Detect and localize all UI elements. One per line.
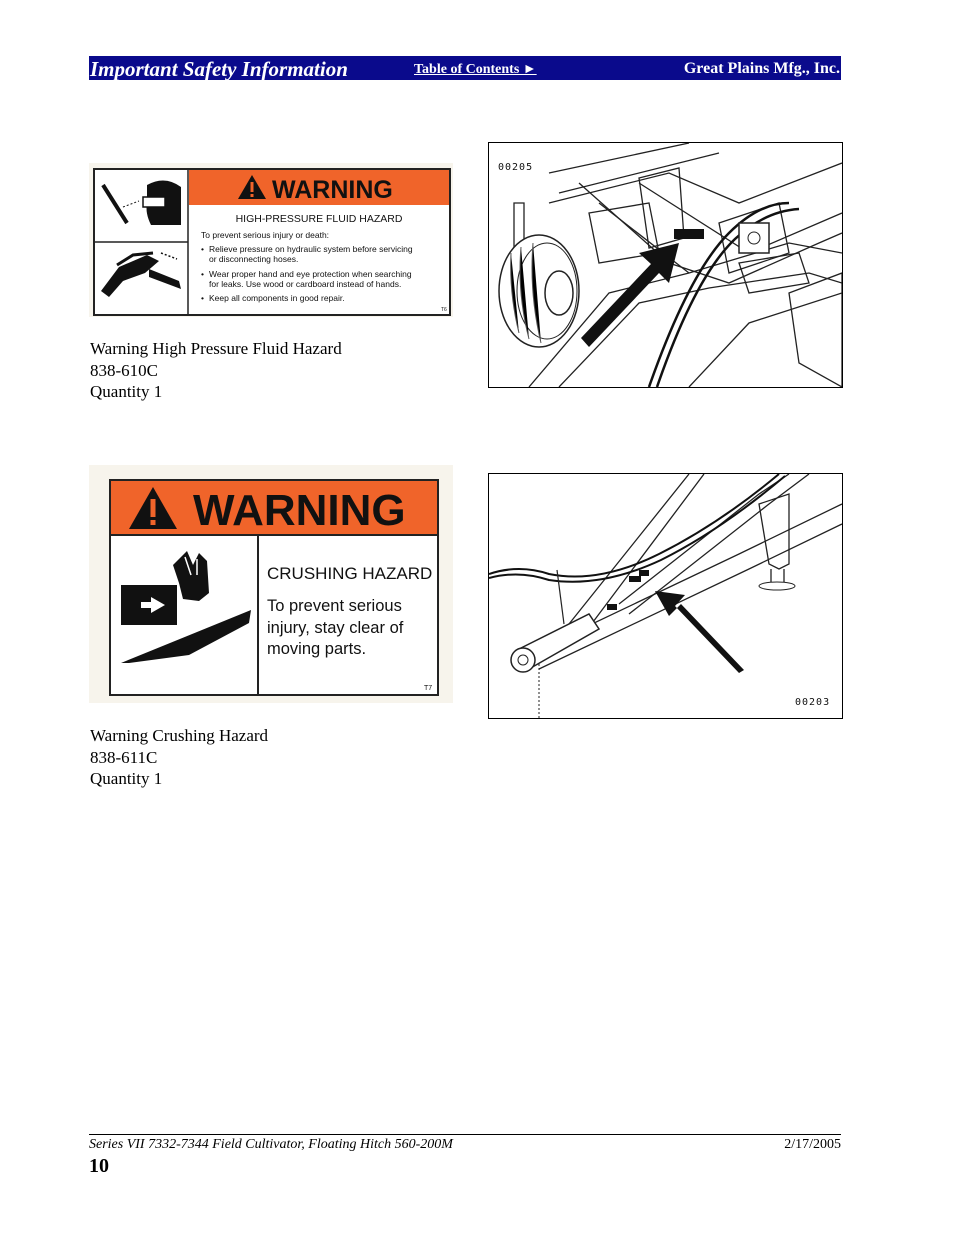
page-number: 10 <box>89 1155 109 1177</box>
decal1-bullet-1b: or disconnecting hoses. <box>209 254 299 264</box>
page-header <box>89 56 841 80</box>
decal-location-photo-tongue <box>488 473 843 719</box>
pointer-arrow <box>655 591 744 673</box>
footer-date: 2/17/2005 <box>784 1137 841 1152</box>
table-of-contents-link[interactable]: Table of Contents ► <box>414 62 537 77</box>
decal-marker <box>674 229 704 239</box>
decal2-body-1: To prevent serious <box>267 597 402 615</box>
decal2-caption-name: Warning Crushing Hazard <box>90 726 269 745</box>
decal2-caption-part: 838-611C <box>90 747 158 767</box>
decal1-caption <box>90 338 342 403</box>
photo1-id: 00205 <box>498 162 534 173</box>
decal2-code: T7 <box>424 685 433 692</box>
decal1-code: T6 <box>441 307 447 313</box>
decal2-body-2: injury, stay clear of <box>267 619 404 637</box>
company-name: Great Plains Mfg., Inc. <box>683 60 840 77</box>
photo2-id: 00203 <box>795 697 831 708</box>
pointer-arrow <box>581 243 679 347</box>
decal1-intro: To prevent serious injury or death: <box>201 230 330 240</box>
decal-marker <box>629 576 641 582</box>
decal1-caption-qty: Quantity 1 <box>90 382 163 401</box>
svg-text:•: • <box>201 244 204 254</box>
decal2-hazard-title: CRUSHING HAZARD <box>267 564 433 583</box>
section-title: Important Safety Information <box>90 57 348 81</box>
decal1-bullet-2a: Wear proper hand and eye protection when searching <box>209 269 412 279</box>
decal1-bullet-1a: Relieve pressure on hydraulic system before servicing <box>209 244 413 254</box>
decal-location-photo-hitch <box>488 142 843 388</box>
warning-decal-high-pressure <box>89 163 453 317</box>
decal2-caption <box>90 725 268 790</box>
svg-text:•: • <box>201 293 204 303</box>
decal2-caption-qty: Quantity 1 <box>90 769 163 788</box>
decal1-caption-name: Warning High Pressure Fluid Hazard <box>90 339 342 358</box>
warning-decal-crushing <box>89 465 453 703</box>
footer-series: Series VII 7332-7344 Field Cultivator, Floating Hitch 560-200M <box>89 1137 453 1152</box>
footer-rule <box>89 1134 841 1135</box>
decal1-caption-part: 838-610C <box>90 360 158 380</box>
svg-text:•: • <box>201 269 204 279</box>
decal1-bullet-2b: for leaks. Use wood or cardboard instead of hands. <box>209 279 402 289</box>
decal2-body-3: moving parts. <box>267 640 367 658</box>
decal1-signal-word: WARNING <box>272 176 393 204</box>
decal2-signal-word: WARNING <box>193 486 406 535</box>
decal1-bullet-3: Keep all components in good repair. <box>209 293 345 303</box>
decal1-hazard-title: HIGH-PRESSURE FLUID HAZARD <box>235 213 403 225</box>
